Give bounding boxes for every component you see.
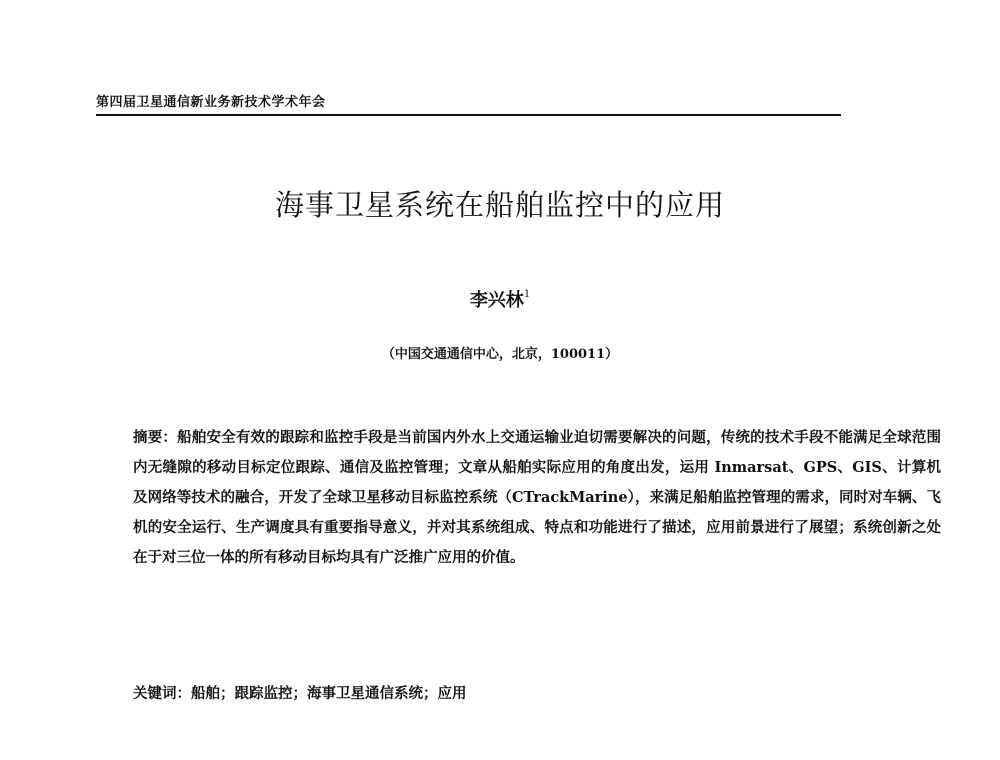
- keywords-label: 关键词：: [133, 686, 191, 702]
- affiliation: （中国交通通信中心，北京，100011）: [381, 347, 619, 362]
- abstract-text: 船舶安全有效的跟踪和监控手段是当前国内外水上交通运输业迫切需要解决的问题，传统的技术手段不能满足全球范围内无缝隙的移动目标定位跟踪、通信及监控管理；文章从船舶实际应用的角度出发，运用 Inmarsat、GPS、GIS、计算机及网络等技术的融合，开发了全球卫星移动目标监控系统（CTrackMarine），来满足船舶监控管理的需求，同时对车辆、飞机的安全运行、生产调度具有重要指导意义，并对其系统组成、特点和功能进行了描述，应用前景进行了展望；系统创新之处在于对三位一体的所有移动目标均具有广泛推广应用的价值。: [133, 429, 942, 566]
- keywords: [133, 682, 467, 703]
- paper-title: 海事卫星系统在船舶监控中的应用: [274, 188, 725, 222]
- abstract: [97, 423, 941, 573]
- author-superscript: 1: [523, 289, 531, 300]
- author-name: 李兴林: [469, 290, 524, 311]
- header-rule: [96, 114, 841, 116]
- abstract-label: 摘要：: [133, 430, 178, 446]
- author: [0, 286, 1000, 312]
- conference-header: 第四届卫星通信新业务新技术学术年会: [96, 95, 326, 110]
- keywords-text: 船舶；跟踪监控；海事卫星通信系统；应用: [191, 685, 467, 702]
